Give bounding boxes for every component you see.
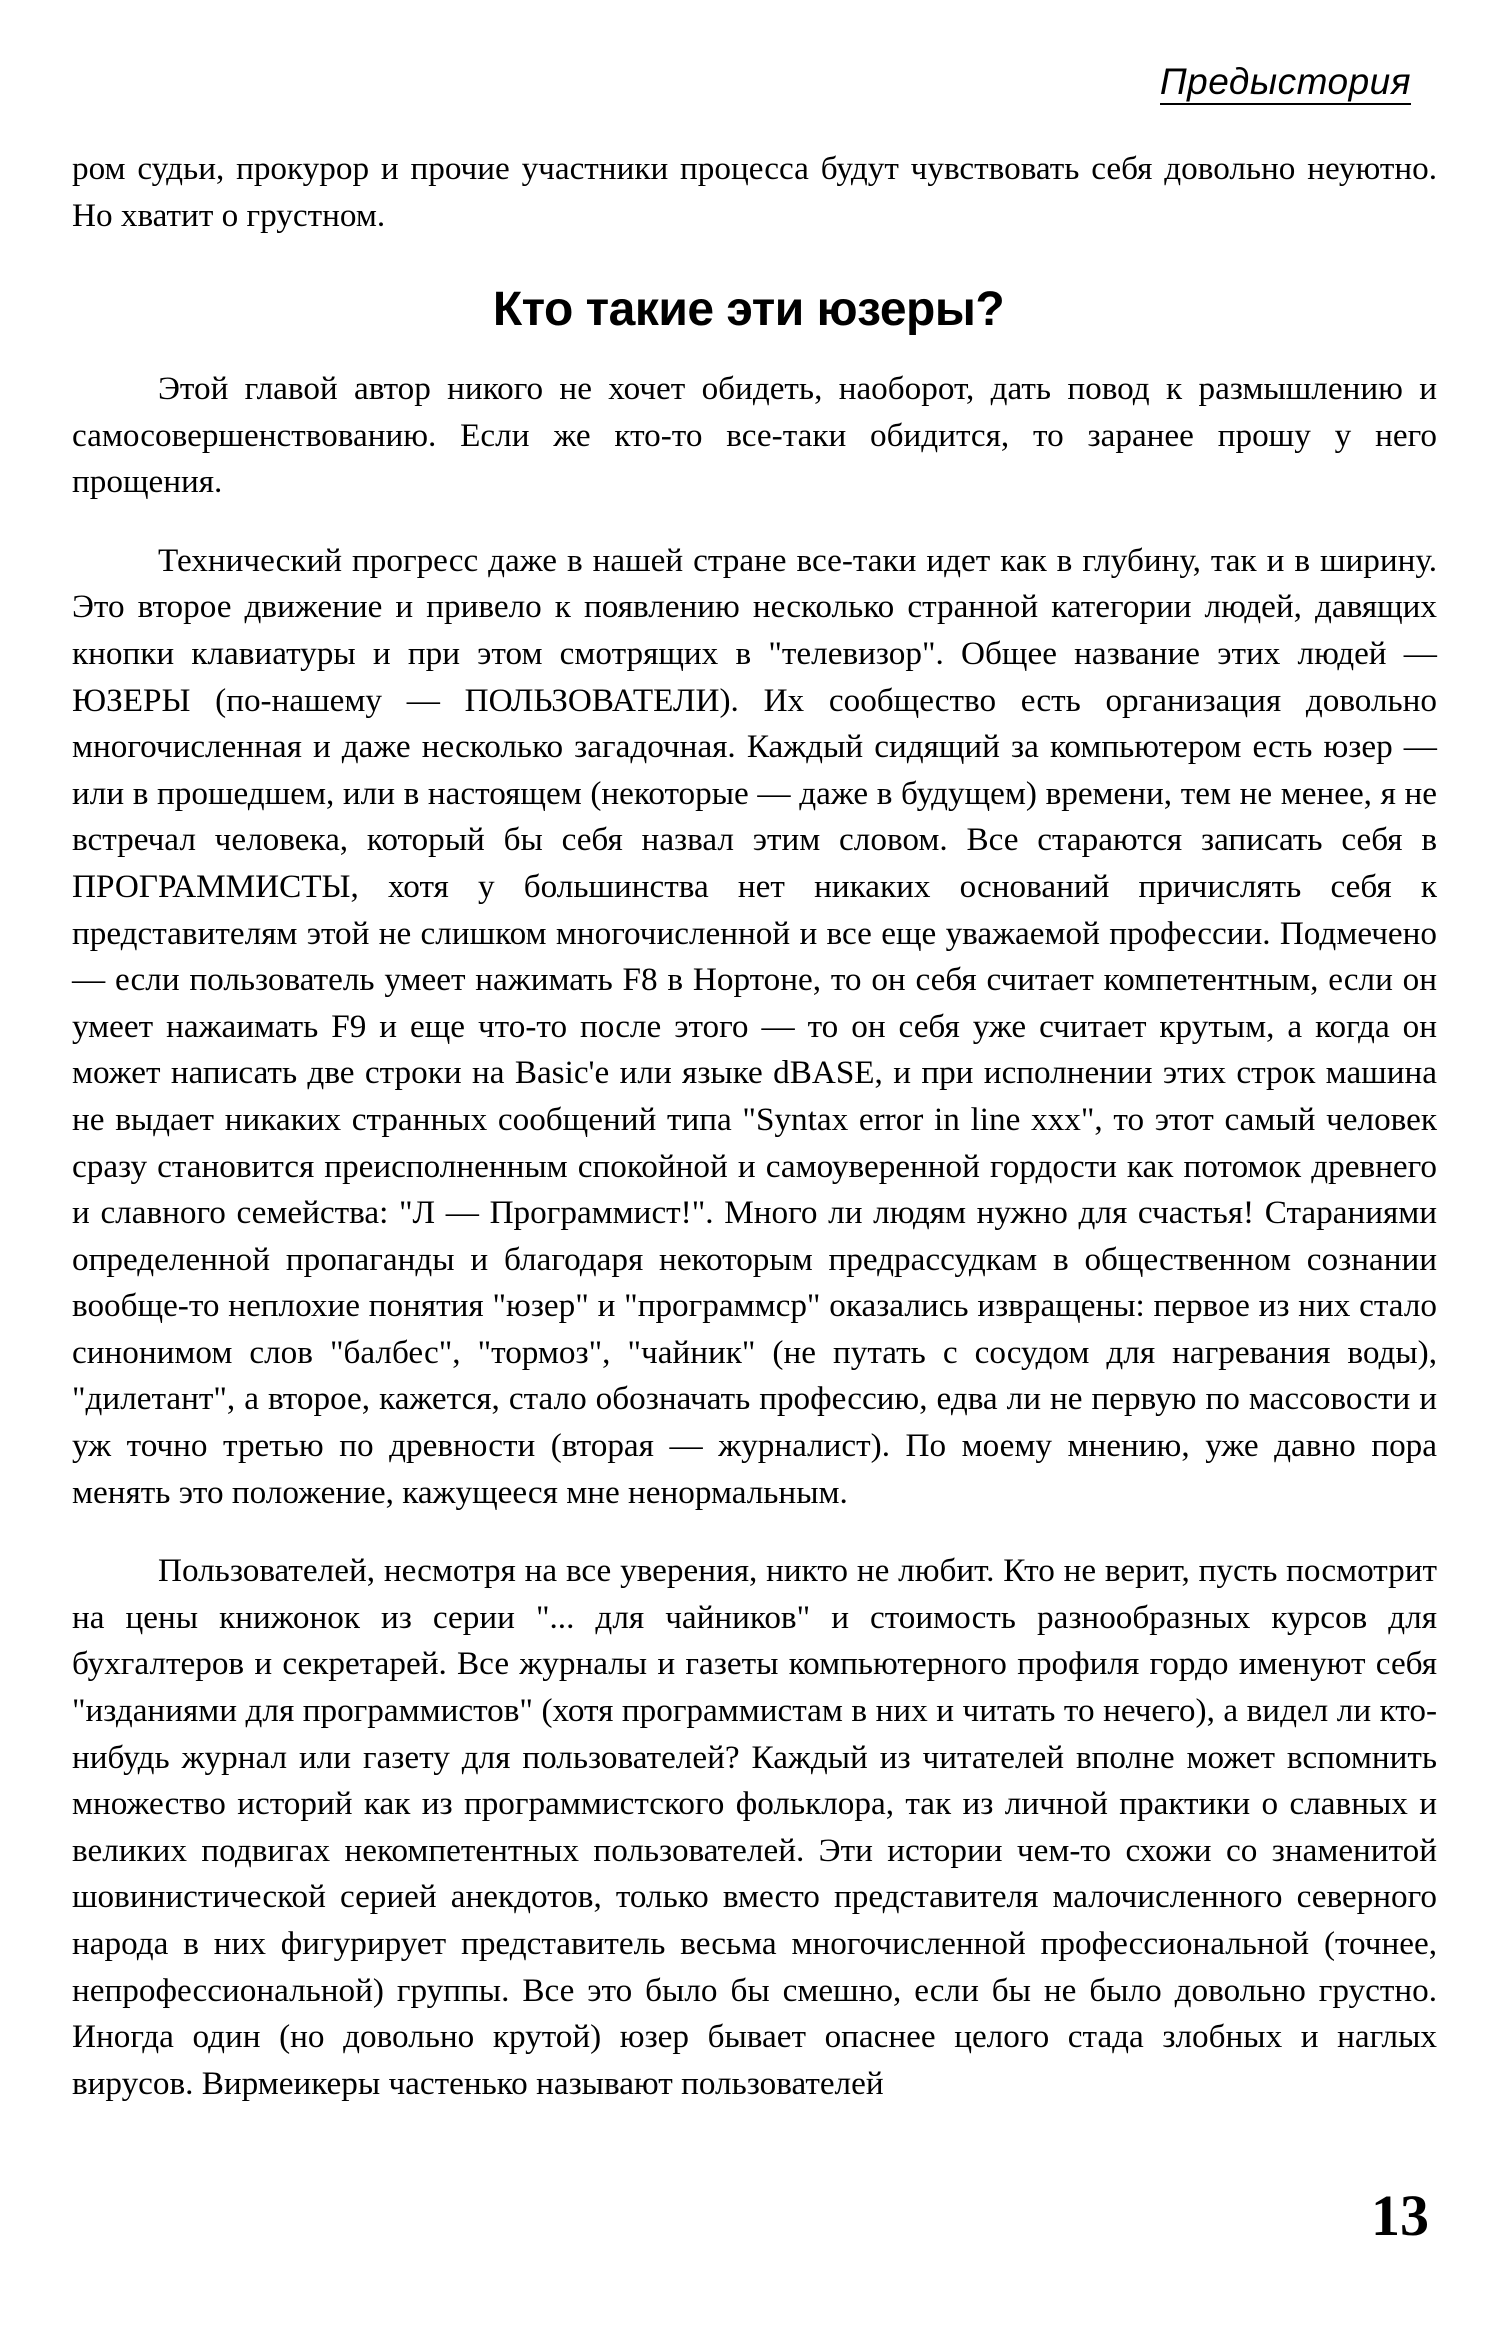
paragraph-1: Этой главой автор никого не хочет обидеть, наоборот, дать повод к размышлению и самосовершенствованию. Если же кто-то все-таки обидится, то заранее прошу у него прощения. <box>72 370 1437 501</box>
intro-paragraph: ром судьи, прокурор и прочие участники процесса будут чувствовать себя довольно неуютно. Но хватит о грустном. <box>72 150 1437 234</box>
section-body <box>72 366 1437 2107</box>
running-header: Предыстория <box>1160 62 1411 105</box>
page-number: 13 <box>1371 2183 1429 2248</box>
paragraph-3: Пользователей, несмотря на все уверения, никто не любит. Кто не верит, пусть посмотрит на цены книжонок из серии "... для чайников" и стоимость разнообразных курсов для бухгалтеров и секретарей. Все журналы и газеты компьютерного профиля гордо именуют себя "изданиями для программистов" (хотя программистам в них и читать то нечего), а видел ли кто-нибудь журнал или газету для пользователей? Каждый из читателей вполне может вспомнить множество историй как из программистского фольклора, так из личной практики о славных и великих подвигах некомпетентных пользователей. Эти истории чем-то схожи со знаменитой шовинистической серией анекдотов, только вместо представителя малочисленного северного народа в них фигурирует представитель весьма многочисленной профессиональной (точнее, непрофессиональной) группы. Все это было бы смешно, если бы не было довольно грустно. Иногда один (но довольно крутой) юзер бывает опаснее целого стада злобных и наглых вирусов. Вирмеикеры частенько называют пользователей <box>72 1552 1437 2102</box>
intro-text-block <box>72 146 1437 239</box>
section-heading: Кто такие эти юзеры? <box>492 283 1005 336</box>
paragraph-2: Технический прогресс даже в нашей стране все-таки идет как в глубину, так и в ширину. Это второе движение и привело к появлению несколько странной категории людей, давящих кнопки клавиатуры и при этом смотрящих в "телевизор". Общее название этих людей — ЮЗЕРЫ (по-нашему — ПОЛЬЗОВАТЕЛИ). Их сообщество есть организация довольно многочисленная и даже несколько загадочная. Каждый сидящий за компьютером есть юзер — или в прошедшем, или в настоящем (некоторые — даже в будущем) времени, тем не менее, я не встречал человека, который бы себя назвал этим словом. Все стараются записать себя в ПРОГРАММИСТЫ, хотя у большинства нет никаких оснований причислять себя к представителям этой не слишком многочисленной и все еще уважаемой профессии. Подмечено — если пользователь умеет нажимать F8 в Нортоне, то он себя считает компетентным, если он умеет нажаимать F9 и еще что-то после этого — то он себя уже считает крутым, а когда он может написать две строки на Basic'e или языке dBASE, и при исполнении этих строк машина не выдает никаких странных сообщений типа "Syntax error in line xxx", то этот самый человек сразу становится преисполненным спокойной и самоуверенной гордости как потомок древнего и славного семейства: "Л — Программист!". Много ли людям нужно для счастья! Стараниями определенной пропаганды и благодаря некоторым предрассудкам в общественном сознании вообще-то неплохие понятия "юзер" и "программср" оказались извращены: первое из них стало синонимом слов "балбес", "тормоз", "чайник" (не путать с сосудом для нагревания воды), "дилетант", а второе, кажется, стало обозначать профессию, едва ли не первую по массовости и уж точно третью по древности (вторая — журналист). По моему мнению, уже давно пора менять это положение, кажущееся мне ненормальным. <box>72 541 1437 1511</box>
